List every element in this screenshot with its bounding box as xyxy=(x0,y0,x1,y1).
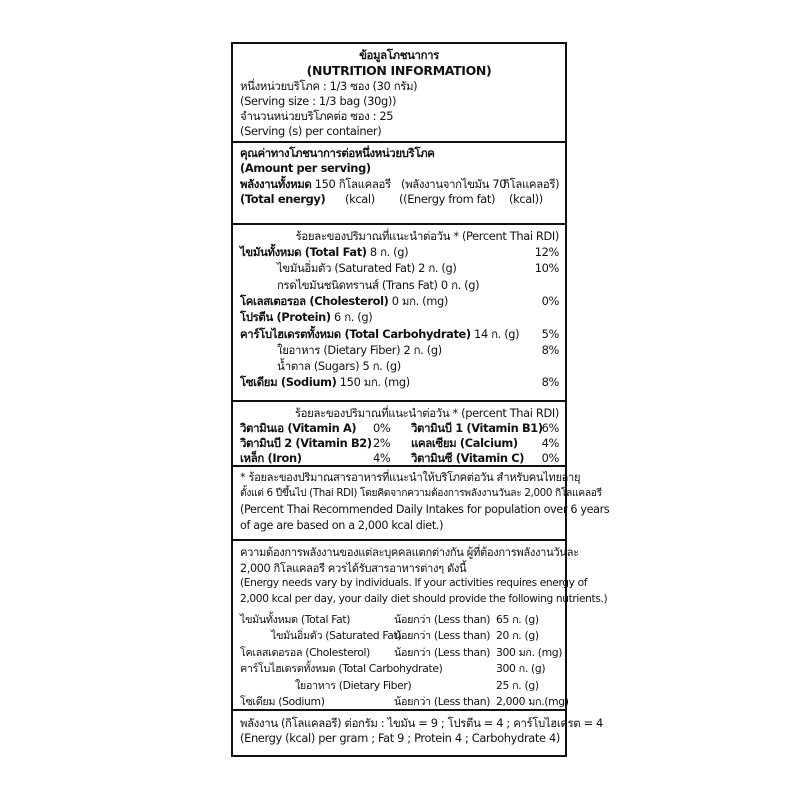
vitamin-name: แคลเซียม (Calcium) xyxy=(411,436,518,450)
nutrient-row xyxy=(240,310,372,325)
daily-qualifier: น้อยกว่า (Less than) xyxy=(394,613,491,626)
footnote-line: (Percent Thai Recommended Daily Intakes for population over 6 years xyxy=(240,503,610,516)
nutrient-rdi-percent: 8% xyxy=(541,342,559,357)
daily-value: 300 มก. (mg) xyxy=(496,645,563,659)
vitamin-percent: 2% xyxy=(373,436,391,450)
amount-heading-english: (Amount per serving) xyxy=(240,161,371,175)
nutrient-amount: 150 มก. (mg) xyxy=(336,375,410,390)
nutrient-row xyxy=(277,343,442,358)
rdi-header: ร้อยละของปริมาณที่แนะนำต่อวัน * (Percent Thai RDI) xyxy=(295,229,559,243)
servings-per-container-thai: จำนวนหน่วยบริโภคต่อ ซอง : 25 xyxy=(240,109,394,123)
daily-value: 25 ก. (g) xyxy=(496,678,539,692)
nutrient-amount: น้ำตาล (Sugars) 5 ก. (g) xyxy=(277,359,401,374)
daily-value: 65 ก. (g) xyxy=(496,613,539,626)
nutrient-name: โคเลสเตอรอล (Cholesterol) xyxy=(240,293,389,308)
daily-nutrient-name: โซเดียม (Sodium) xyxy=(240,695,325,708)
vitamin-percent: 0% xyxy=(541,451,559,465)
energy-from-fat-english: ((Energy from fat) xyxy=(399,192,496,206)
daily-intro-line: 2,000 kcal per day, your daily diet should provide the following nutrients.) xyxy=(240,592,608,605)
amount-heading-thai: คุณค่าทางโภชนาการต่อหนึ่งหน่วยบริโภค xyxy=(240,146,435,160)
daily-qualifier: น้อยกว่า (Less than) xyxy=(394,645,491,659)
footnote-section xyxy=(233,465,610,532)
nutrient-rdi-percent: 10% xyxy=(534,261,559,276)
nutrient-amount: 6 ก. (g) xyxy=(330,310,373,325)
nutrient-name: โปรตีน (Protein) xyxy=(240,310,331,325)
daily-value: 300 ก. (g) xyxy=(496,662,546,676)
nutrient-row xyxy=(240,327,519,342)
energy-from-fat-unit-thai: กิโลแคลอรี) xyxy=(503,177,560,191)
nutrient-rdi-percent: 8% xyxy=(541,375,559,390)
nutrient-row xyxy=(240,375,410,390)
nutrient-rdi-percent: 12% xyxy=(534,245,559,259)
vitamins-header: ร้อยละของปริมาณที่แนะนำต่อวัน * (percent Thai RDI) xyxy=(294,406,559,420)
serving-size-english: (Serving size : 1/3 bag (30g)) xyxy=(240,94,397,108)
vitamin-percent: 4% xyxy=(541,436,559,450)
amount-per-serving-section xyxy=(233,141,565,206)
nutrient-amount: 14 ก. (g) xyxy=(470,326,520,341)
title-thai: ข้อมูลโภชนาการ xyxy=(359,48,439,62)
nutrients-section xyxy=(233,223,565,390)
daily-nutrient-name: คาร์โบไฮเดรตทั้งหมด (Total Carbohydrate) xyxy=(240,662,443,676)
footnote-line: of age are based on a 2,000 kcal diet.) xyxy=(240,519,444,532)
energy-per-gram-thai: พลังงาน (กิโลแคลอรี) ต่อกรัม : ไขมัน = 9 ; โปรตีน = 4 ; คาร์โบไฮเดรต = 4 xyxy=(240,716,603,730)
daily-intro-line: (Energy needs vary by individuals. If your activities requires energy of xyxy=(240,577,588,589)
daily-intro-line: 2,000 กิโลแคลอรี ควรได้รับสารอาหารต่างๆ ดังนี้ xyxy=(240,561,467,575)
daily-nutrient-name: ไขมันทั้งหมด (Total Fat) xyxy=(240,613,351,626)
servings-per-container-english: (Serving (s) per container) xyxy=(240,124,382,138)
daily-intro-line: ความต้องการพลังงานของแต่ละบุคคลแตกต่างกัน ผู้ที่ต้องการพลังงานวันละ xyxy=(240,546,579,559)
nutrient-name: คาร์โบไฮเดรตทั้งหมด (Total Carbohydrate) xyxy=(240,326,471,341)
total-energy-unit-english: (kcal) xyxy=(345,192,375,206)
nutrient-rdi-percent: 5% xyxy=(541,326,559,341)
total-energy-label: พลังงานทั้งหมด xyxy=(240,177,312,191)
daily-value: 20 ก. (g) xyxy=(496,629,539,643)
title-english: (NUTRITION INFORMATION) xyxy=(306,63,492,78)
total-energy-value: 150 xyxy=(314,177,336,191)
vitamin-percent: 4% xyxy=(373,451,391,465)
vitamin-name: เหล็ก (Iron) xyxy=(240,451,302,465)
energy-from-fat-thai: (พลังงานจากไขมัน 70 xyxy=(401,177,507,191)
vitamin-name: วิตามินซี (Vitamin C) xyxy=(411,451,525,465)
total-energy-thai xyxy=(240,177,391,192)
nutrient-row xyxy=(277,278,479,293)
daily-nutrient-name: ใยอาหาร (Dietary Fiber) xyxy=(295,678,412,692)
nutrient-row xyxy=(277,359,401,374)
vitamin-name: วิตามินบี 1 (Vitamin B1) xyxy=(411,421,543,435)
daily-qualifier: น้อยกว่า (Less than) xyxy=(394,629,491,643)
daily-qualifier: น้อยกว่า (Less than) xyxy=(394,695,491,708)
footnote-line: ตั้งแต่ 6 ปีขึ้นไป (Thai RDI) โดยคิดจากความต้องการพลังงานวันละ 2,000 กิโลแคลอรี xyxy=(240,487,602,499)
nutrient-name: ไขมันทั้งหมด (Total Fat) xyxy=(240,245,367,259)
footnote-line: * ร้อยละของปริมาณสารอาหารที่แนะนำให้บริโภคต่อวัน สำหรับคนไทยอายุ xyxy=(240,471,581,484)
nutrient-amount: กรดไขมันชนิดทรานส์ (Trans Fat) 0 ก. (g) xyxy=(277,277,480,292)
nutrient-amount: 0 มก. (mg) xyxy=(388,293,448,308)
nutrient-name: โซเดียม (Sodium) xyxy=(240,375,337,390)
nutrient-rdi-percent: 0% xyxy=(541,293,559,308)
total-energy-english: (Total energy) xyxy=(240,192,326,206)
energy-per-gram-section xyxy=(233,709,603,745)
nutrient-row xyxy=(277,261,457,276)
vitamin-percent: 6% xyxy=(541,421,559,435)
energy-per-gram-english: (Energy (kcal) per gram ; Fat 9 ; Protein 4 ; Carbohydrate 4) xyxy=(240,731,560,745)
daily-needs-section xyxy=(233,539,608,708)
vitamin-percent: 0% xyxy=(373,421,391,435)
daily-nutrient-name: โคเลสเตอรอล (Cholesterol) xyxy=(240,645,371,659)
vitamins-section xyxy=(233,400,565,465)
nutrient-row xyxy=(240,294,448,309)
vitamin-name: วิตามินเอ (Vitamin A) xyxy=(240,421,357,435)
daily-nutrient-name: ไขมันอิ่มตัว (Saturated Fat) xyxy=(271,629,402,643)
nutrient-amount: 8 ก. (g) xyxy=(366,245,409,259)
daily-value: 2,000 มก.(mg) xyxy=(496,695,569,708)
energy-from-fat-unit-english: (kcal)) xyxy=(509,192,543,206)
serving-size-thai: หนึ่งหน่วยบริโภค : 1/3 ซอง (30 กรัม) xyxy=(240,79,418,93)
nutrient-row xyxy=(240,245,408,260)
nutrient-amount: ใยอาหาร (Dietary Fiber) 2 ก. (g) xyxy=(277,342,442,357)
vitamin-name: วิตามินบี 2 (Vitamin B2) xyxy=(240,436,372,450)
total-energy-unit: กิโลแคลอรี xyxy=(338,177,391,191)
nutrient-amount: ไขมันอิ่มตัว (Saturated Fat) 2 ก. (g) xyxy=(277,261,457,276)
nutrition-label xyxy=(231,42,610,757)
